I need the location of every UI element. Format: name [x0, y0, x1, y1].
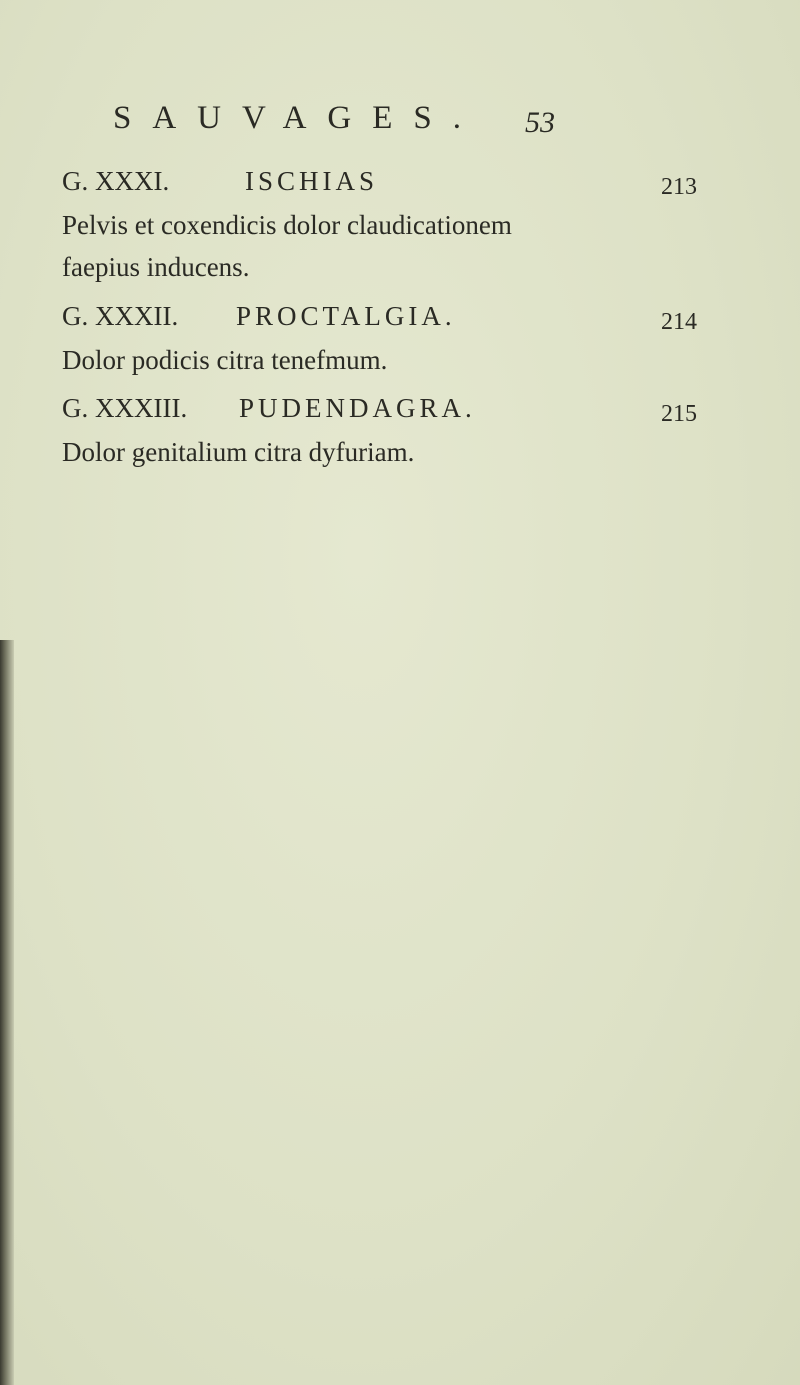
- genus-reference: 215: [661, 401, 697, 427]
- genus-reference: 214: [661, 309, 697, 335]
- genus-entry-pudendagra: [62, 387, 722, 473]
- genus-definition-line: faepius inducens.: [62, 252, 250, 282]
- genus-entry-ischias: [62, 160, 722, 288]
- page-edge-shadow: [0, 640, 14, 1385]
- genus-entry-proctalgia: [62, 295, 722, 381]
- genus-number: G. XXXIII.: [62, 393, 188, 423]
- running-head: SAUVAGES.: [113, 100, 483, 136]
- page-header: [113, 100, 673, 144]
- genus-name: PROCTALGIA.: [236, 301, 456, 331]
- genus-number: G. XXXII.: [62, 301, 179, 331]
- page-number: 53: [525, 106, 555, 139]
- genus-name: PUDENDAGRA.: [239, 393, 476, 423]
- genus-number: G. XXXI.: [62, 166, 170, 196]
- genus-definition-line: Dolor genitalium citra dyfuriam.: [62, 437, 415, 467]
- genus-definition-line: Dolor podicis citra tenefmum.: [62, 345, 388, 375]
- genus-reference: 213: [661, 174, 697, 200]
- genus-definition-line: Pelvis et coxendicis dolor claudicationem: [62, 210, 512, 240]
- genus-name: ISCHIAS: [245, 166, 379, 196]
